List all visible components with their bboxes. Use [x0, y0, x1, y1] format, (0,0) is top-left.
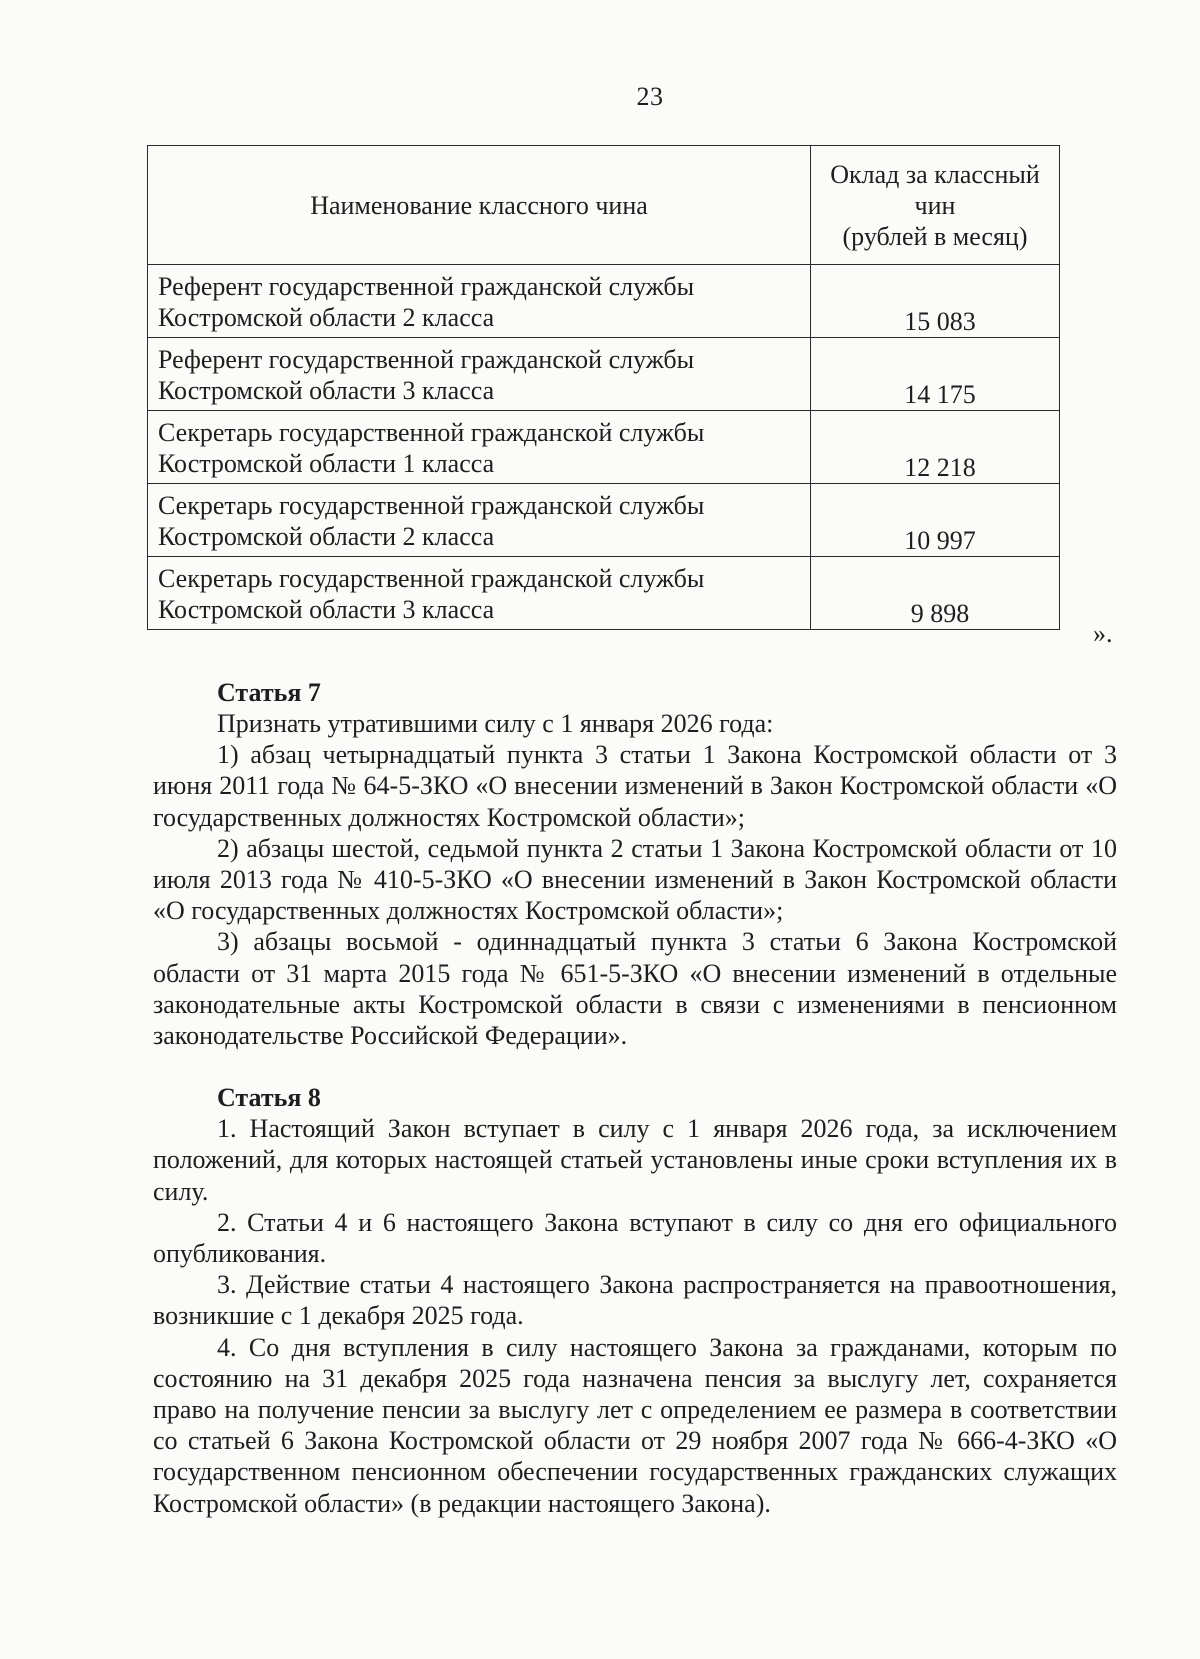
rank-name-line1: Референт государственной гражданской службы — [158, 345, 695, 374]
article-8-heading: Статья 8 — [217, 1083, 321, 1113]
article-7-item-2: 2) абзацы шестой, седьмой пункта 2 статьи 1 Закона Костромской области от 10 июля 2013 года № 410-5-ЗКО «О внесении изменений в Закон Костромской области «О государственных должностях Костромской области»; — [153, 833, 1117, 926]
table-row — [148, 557, 1060, 630]
article-8-item-4: 4. Со дня вступления в силу настоящего Закона за гражданами, которым по состоянию на 31 декабря 2025 года назначена пенсия за выслугу лет, сохраняется право на получение пенсии за выслугу лет с определением ее размера в соответствии со статьей 6 Закона Костромской области от 29 ноября 2007 года № 666-4-ЗКО «О государственном пенсионном обеспечении государственных гражданских служащих Костромской области» (в редакции настоящего Закона). — [153, 1332, 1117, 1518]
rank-name-cell — [148, 265, 811, 338]
header-salary — [811, 146, 1060, 265]
rank-name-line1: Секретарь государственной гражданской службы — [158, 564, 705, 593]
rank-name-line2: Костромской области 2 класса — [158, 303, 495, 332]
article-8-item-3: 3. Действие статьи 4 настоящего Закона распространяется на правоотношения, возникшие с 1 декабря 2025 года. — [153, 1270, 1117, 1331]
closing-quote: ». — [1093, 619, 1113, 648]
rank-name-line1: Секретарь государственной гражданской службы — [158, 491, 705, 520]
article-7-item-1: 1) абзац четырнадцатый пункта 3 статьи 1 Закона Костромской области от 3 июня 2011 года № 64-5-ЗКО «О внесении изменений в Закон Костромской области «О государственных должностях Костромской области»; — [153, 740, 1117, 832]
header-salary-line1: Оклад за классный — [830, 159, 1040, 189]
rank-name-line2: Костромской области 3 класса — [158, 376, 495, 405]
rank-name-line2: Костромской области 1 класса — [158, 449, 495, 478]
salary-value: 14 175 — [811, 338, 1060, 411]
table-row — [148, 411, 1060, 484]
salary-value: 10 997 — [811, 484, 1060, 557]
table-row — [148, 265, 1060, 338]
table-row — [148, 484, 1060, 557]
rank-name-cell — [148, 338, 811, 411]
table-header-row — [148, 146, 1060, 265]
rank-name-line1: Референт государственной гражданской службы — [158, 272, 695, 301]
header-salary-line2: чин — [914, 190, 956, 220]
article-8-item-1: 1. Настоящий Закон вступает в силу с 1 января 2026 года, за исключением положений, для которых настоящей статьей установлены иные сроки вступления их в силу. — [153, 1114, 1117, 1206]
rank-name-cell — [148, 484, 811, 557]
salary-table — [147, 145, 1060, 630]
salary-value: 15 083 — [811, 265, 1060, 338]
rank-name-cell — [148, 557, 811, 630]
article-7-intro: Признать утратившими силу с 1 января 2026 года: — [217, 709, 774, 738]
header-salary-line3: (рублей в месяц) — [842, 221, 1028, 251]
section-gap — [153, 1051, 1117, 1082]
table-row — [148, 338, 1060, 411]
page-number: 23 — [636, 82, 664, 111]
header-rank-name: Наименование классного чина — [148, 146, 811, 265]
rank-name-line2: Костромской области 2 класса — [158, 522, 495, 551]
salary-value: 9 898 — [811, 557, 1060, 630]
document-body — [153, 677, 1117, 1519]
article-8-item-2: 2. Статьи 4 и 6 настоящего Закона вступают в силу со дня его официального опубликования. — [153, 1207, 1117, 1269]
salary-value: 12 218 — [811, 411, 1060, 484]
rank-name-line1: Секретарь государственной гражданской службы — [158, 418, 705, 447]
rank-name-line2: Костромской области 3 класса — [158, 595, 495, 624]
rank-name-cell — [148, 411, 811, 484]
article-7-heading: Статья 7 — [217, 678, 321, 707]
article-7-item-3: 3) абзацы восьмой - одиннадцатый пункта 3 статьи 6 Закона Костромской области от 31 марта 2015 года № 651-5-ЗКО «О внесении изменений в отдельные законодательные акты Костромской области в связи с изменениями в пенсионном законодательстве Российской Федерации». — [153, 927, 1117, 1051]
